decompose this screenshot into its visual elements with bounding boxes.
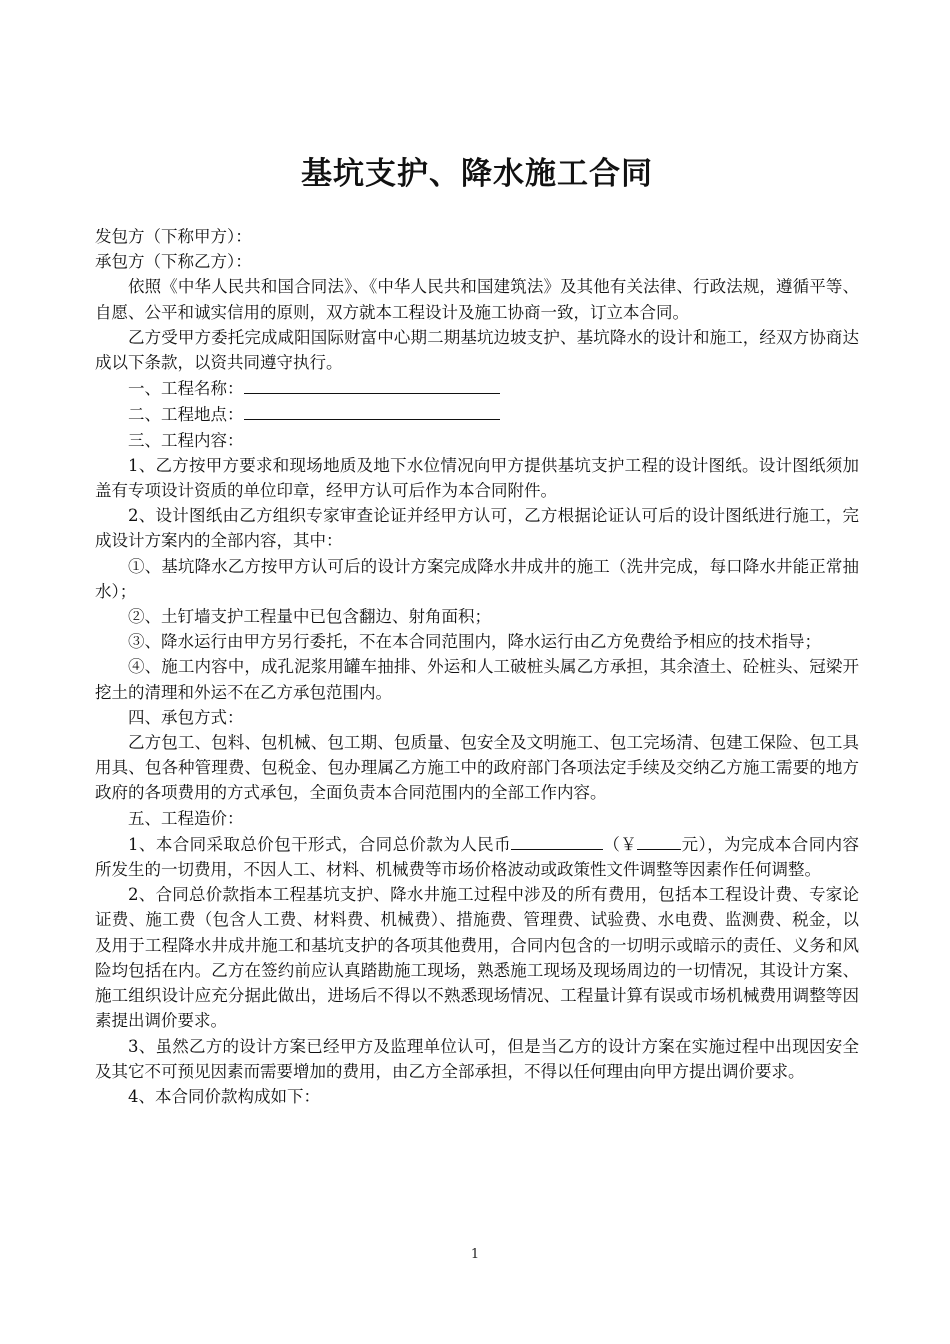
cost-paragraph-4: 4、本合同价款构成如下：: [128, 1086, 320, 1106]
party-a-line: 发包方（下称甲方）：: [95, 227, 252, 246]
content-paragraph-2: 2、设计图纸由乙方组织专家审查论证并经甲方认可，乙方根据论证认可后的设计图纸进行施工，完成设计方案内的全部内容，其中：: [95, 506, 859, 551]
intro-paragraph-1: 依照《中华人民共和国合同法》、《中华人民共和国建筑法》及其他有关法律、行政法规，遵循平等、自愿、公平和诚实信用的原则，双方就本工程设计及施工协商一致，订立本合同。: [95, 277, 859, 322]
section-project-cost: 五、工程造价：: [128, 808, 244, 828]
amount-rmb-blank: [511, 831, 603, 850]
project-location-blank: [244, 401, 500, 420]
document-body: [95, 150, 859, 1109]
content-item-4: ④、施工内容中，成孔泥浆用罐车抽排、外运和人工破桩头属乙方承担，其余渣土、砼桩头、冠梁开挖土的清理和外运不在乙方承包范围内。: [95, 657, 859, 702]
intro-paragraph-2: 乙方受甲方委托完成咸阳国际财富中心期二期基坑边坡支护、基坑降水的设计和施工，经双方协商达成以下条款，以资共同遵守执行。: [95, 327, 859, 373]
cost-paragraph-3: 3、虽然乙方的设计方案已经甲方及监理单位认可，但是当乙方的设计方案在实施过程中出现因安全及其它不可预见因素而需要增加的费用，由乙方全部承担，不得以任何理由向甲方提出调价要求。: [95, 1036, 859, 1081]
cost-paragraph-2: 2、合同总价款指本工程基坑支护、降水井施工过程中涉及的所有费用，包括本工程设计费、专家论证费、施工费（包含人工费、材料费、机械费）、措施费、管理费、试验费、水电费、监测费、税金，以及用于工程降水井成井施工和基坑支护的各项其他费用，合同内包含的一切明示或暗示的责任、义务和风险均包括在内。乙方在签约前应认真踏勘施工现场，熟悉施工现场及现场周边的一切情况，其设计方案、施工组织设计应充分据此做出，进场后不得以不熟悉现场情况、工程量计算有误或市场机械费用调整等因素提出调价要求。: [95, 885, 859, 1031]
content-item-1: ①、基坑降水乙方按甲方认可后的设计方案完成降水井成井的施工（洗井完成，每口降水井能正常抽水）；: [95, 556, 859, 601]
page-number: 1: [470, 1247, 480, 1262]
project-name-blank: [244, 375, 500, 394]
section-label: 二、工程地点：: [128, 405, 244, 425]
content-paragraph-1: 1、乙方按甲方要求和现场地质及地下水位情况向甲方提供基坑支护工程的设计图纸。设计图纸须加盖有专项设计资质的单位印章，经甲方认可后作为本合同附件。: [95, 455, 859, 501]
section-label: 一、工程名称：: [128, 379, 244, 399]
section-project-name: [95, 375, 859, 401]
party-b-line: 承包方（下称乙方）：: [95, 252, 252, 272]
document-title: 基坑支护、降水施工合同: [301, 156, 653, 192]
section-project-location: [95, 401, 859, 427]
section-project-content: 三、工程内容：: [128, 430, 244, 450]
content-item-2: ②、土钉墙支护工程量中已包含翻边、射角面积；: [128, 607, 491, 627]
amount-yen-blank: [637, 831, 681, 850]
contract-mode-paragraph: 乙方包工、包料、包机械、包工期、包质量、包安全及文明施工、包工完场清、包建工保险、包工具用具、包各种管理费、包税金、包办理属乙方施工中的政府部门各项法定手续及交纳乙方施工需要的地方政府的各项费用的方式承包，全面负责本合同范围内的全部工作内容。: [95, 733, 859, 803]
content-item-3: ③、降水运行由甲方另行委托，不在本合同范围内，降水运行由乙方免费给予相应的技术指导；: [128, 632, 821, 652]
section-contract-mode: 四、承包方式：: [128, 707, 244, 727]
cost-paragraph-1: 1、本合同采取总价包干形式，合同总价款为人民币 （￥ 元），为完成本合同内容所发生的一切费用，不因人工、材料、机械费等市场价格波动或政策性文件调整等因素作任何调整。: [95, 831, 859, 882]
